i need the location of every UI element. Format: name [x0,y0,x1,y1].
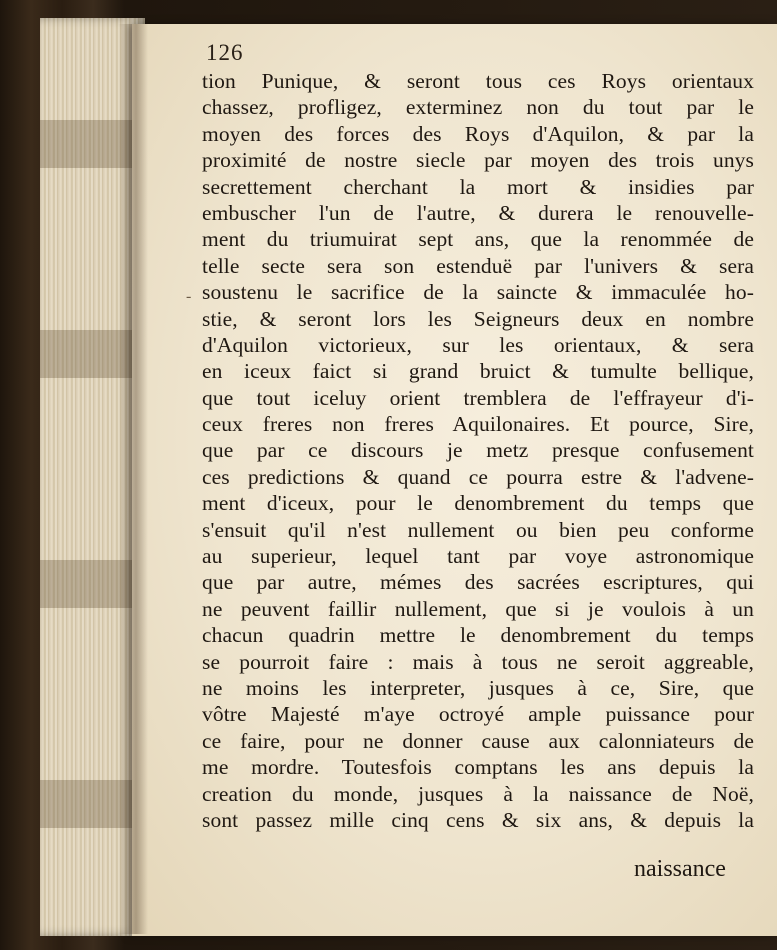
text-line: tion Punique, & seront tous ces Roys orientaux [202,69,754,93]
page-gutter-shadow [118,24,148,934]
text-line: soustenu le sacrifice de la saincte & immaculée ho- [202,280,754,305]
text-line: sont passez mille cinq cens & six ans, & depuis la [202,807,754,832]
text-line: chassez, profligez, exterminez non du tout par le [202,95,754,120]
text-line: en iceux faict si grand bruict & tumulte bellique, [202,359,754,384]
catchword: naissance [634,856,726,882]
text-line: ne moins les interpreter, jusques à ce, Sire, que [202,675,754,700]
text-line: ces predictions & quand ce pourra estre & l'advene- [202,464,754,489]
text-line: que par ce discours je metz presque confusement [202,438,754,463]
text-line: vôtre Majesté m'aye octroyé ample puissance pour [202,702,754,727]
text-line: ce faire, pour ne donner cause aux calonniateurs de [202,728,754,753]
text-line: que par autre, mémes des sacrées escriptures, qui [202,570,754,595]
text-line: ment d'iceux, pour le denombrement du temps que [202,491,754,516]
text-line: au superieur, lequel tant par voye astronomique [202,544,754,569]
text-line: moyen des forces des Roys d'Aquilon, & par la [202,121,754,146]
text-line: que tout iceluy orient tremblera de l'effrayeur d'i- [202,385,754,410]
text-line: telle secte sera son estenduë par l'univers & sera [202,253,754,278]
text-line: d'Aquilon victorieux, sur les orientaux, & sera [202,332,754,357]
text-line: ment du triumuirat sept ans, que la renommée de [202,227,754,252]
text-line: proximité de nostre siecle par moyen des trois unys [202,148,754,173]
text-line: s'ensuit qu'il n'est nullement ou bien peu conforme [202,517,754,542]
text-line: stie, & seront lors les Seigneurs deux en nombre [202,306,754,331]
text-line: embuscher l'un de l'autre, & durera le renouvelle- [202,200,754,225]
page-number: 126 [206,40,244,65]
text-line: ne peuvent faillir nullement, que si je voulois à un [202,596,754,621]
text-line: me mordre. Toutesfois comptans les ans depuis la [202,755,754,780]
text-line: secrettement cherchant la mort & insidies par [202,174,754,199]
margin-dash: - [186,288,192,305]
text-line: ceux freres non freres Aquilonaires. Et pource, Sire, [202,412,754,437]
page-text-block [202,68,754,833]
text-line: creation du monde, jusques à la naissance de Noë, [202,781,754,806]
text-line: chacun quadrin mettre le denombrement du temps [202,623,754,648]
text-line: se pourroit faire : mais à tous ne seroit aggreable, [202,649,754,674]
